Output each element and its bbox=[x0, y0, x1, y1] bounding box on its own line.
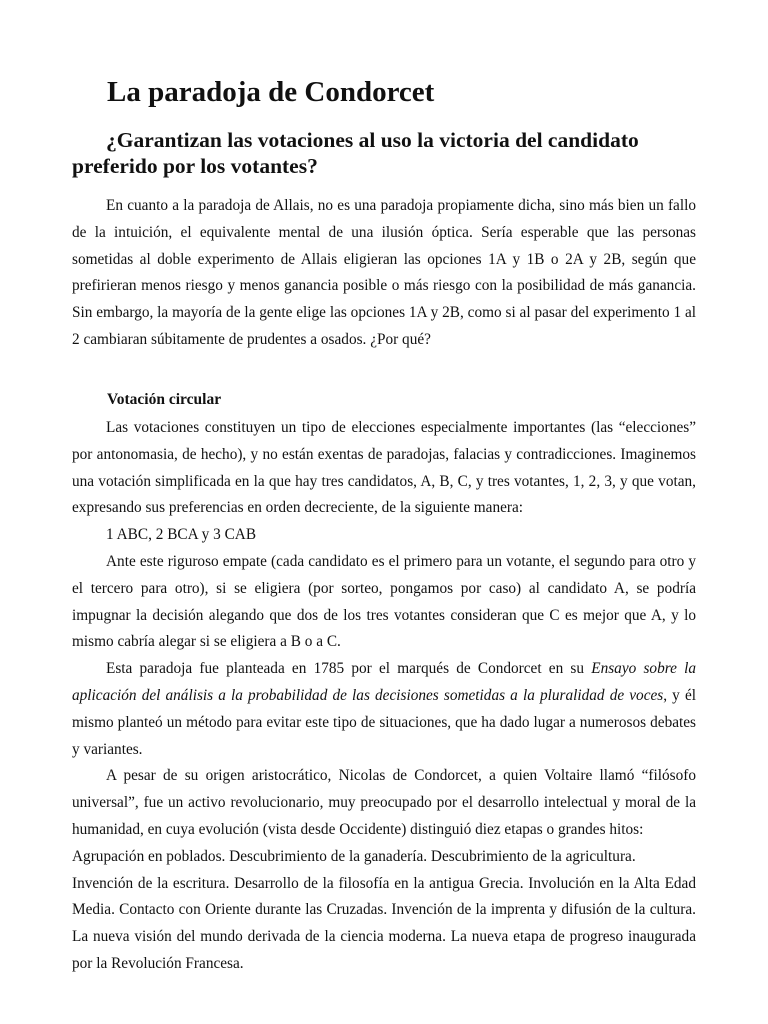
section-heading: Votación circular bbox=[107, 391, 222, 408]
stages-paragraph: Invención de la escritura. Desarrollo de la filosofía en la antigua Grecia. Involución en la Alta Edad Media. Contacto con Oriente durante las Cruzadas. Invención de la imprenta y difusión de la cultura. La nueva visión del mundo derivada de la ciencia moderna. La nueva etapa de progreso inaugurada por la Revolución Francesa. bbox=[72, 874, 696, 972]
paragraph-biografia: A pesar de su origen aristocrático, Nicolas de Condorcet, a quien Voltaire llamó “filósofo universal”, fue un activo revolucionario, muy preocupado por el desarrollo intelectual y moral de la humanidad, en cuya evolución (vista desde Occidente) distinguió diez etapas o grandes hitos: bbox=[72, 767, 696, 838]
intro-paragraph: En cuanto a la paradoja de Allais, no es una paradoja propiamente dicha, sino más bien un fallo de la intuición, el equivalente mental de una ilusión óptica. Sería esperable que las personas sometidas al doble experimento de Allais eligieran las opciones 1A y 1B o 2A y 2B, según que prefirieran menos riesgo y menos ganancia posible o más riesgo con la posibilidad de más ganancia. Sin embargo, la mayoría de la gente elige las opciones 1A y 2B, como si al pasar del experimento 1 al 2 cambiaran súbitamente de prudentes a osados. ¿Por qué? bbox=[72, 197, 696, 348]
preferences-line: 1 ABC, 2 BCA y 3 CAB bbox=[106, 526, 257, 544]
paragraph-condorcet-1785 bbox=[72, 656, 696, 763]
paragraph-text-after: , y él mismo planteó un método para evitar este tipo de situaciones, que ha dado lugar a numerosos debates y variantes. bbox=[72, 686, 696, 758]
paragraph-text-before: Esta paradoja fue planteada en 1785 por el marqués de Condorcet en su bbox=[106, 660, 592, 678]
stages-line-1: Agrupación en poblados. Descubrimiento de la ganadería. Descubrimiento de la agricultura. bbox=[72, 847, 636, 865]
section-body bbox=[72, 415, 696, 978]
essay-title: Ensayo sobre la aplicación del análisis a la probabilidad de las decisiones sometidas a la pluralidad de voces bbox=[72, 660, 696, 704]
document-subtitle: ¿Garantizan las votaciones al uso la victoria del candidato preferido por los votantes? bbox=[72, 128, 639, 178]
document-title: La paradoja de Condorcet bbox=[107, 76, 435, 108]
paragraph-empate: Ante este riguroso empate (cada candidato es el primero para un votante, el segundo para otro y el tercero para otro), si se eligiera (por sorteo, pongamos por caso) al candidato A, se podría impugnar la decisión alegando que dos de los tres votantes consideran que C es mejor que A, y lo mismo cabría alegar si se eligiera a B o a C. bbox=[72, 552, 696, 651]
paragraph-votaciones: Las votaciones constituyen un tipo de elecciones especialmente importantes (las “elecciones” por antonomasia, de hecho), y no están exentas de paradojas, falacias y contradicciones. Imaginemos una votación simplificada en la que hay tres candidatos, A, B, C, y tres votantes, 1, 2, 3, y que votan, expresando sus preferencias en orden decreciente, de la siguiente manera: bbox=[72, 419, 696, 517]
intro-section bbox=[72, 193, 696, 354]
